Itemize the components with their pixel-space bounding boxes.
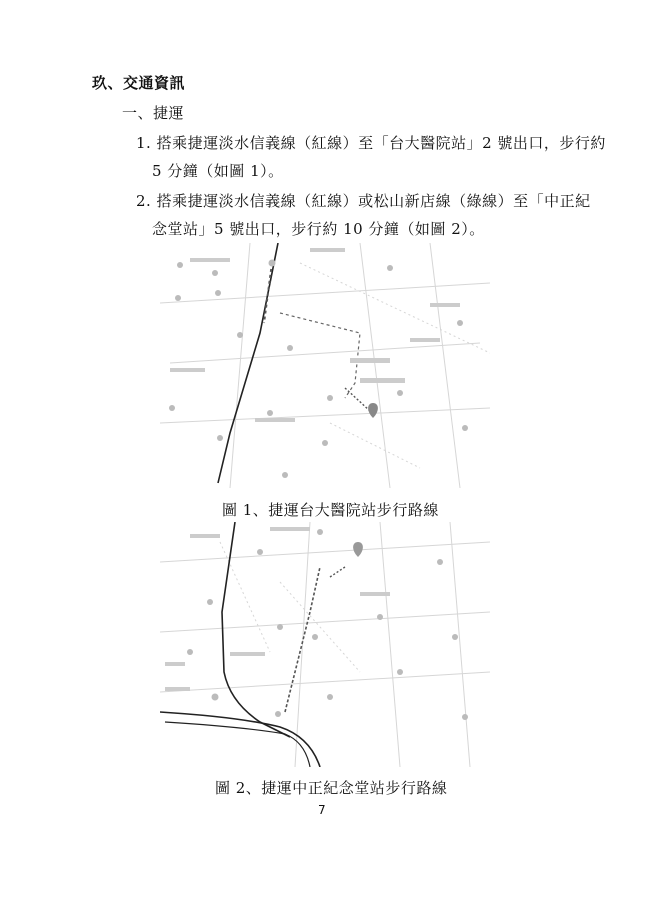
map-graphic-1 [160,243,490,488]
route-map-figure-1 [160,243,490,488]
map-graphic-2 [160,522,490,767]
subsection-heading: 一、捷運 [122,104,185,122]
list-item-1-line-1: 1. 搭乘捷運淡水信義線（紅線）至「台大醫院站」2 號出口，步行約 [136,134,606,152]
figure-2-caption: 圖 2、捷運中正紀念堂站步行路線 [215,779,448,797]
destination-pin-icon-2 [353,542,363,557]
figure-1-caption: 圖 1、捷運台大醫院站步行路線 [222,501,439,519]
route-map-figure-2 [160,522,490,767]
list-item-1-line-2: 5 分鐘（如圖 1）。 [152,162,284,180]
list-item-2-line-1: 2. 搭乘捷運淡水信義線（紅線）或松山新店線（綠線）至「中正紀 [136,192,591,210]
list-item-2-line-2: 念堂站」5 號出口，步行約 10 分鐘（如圖 2）。 [152,220,485,238]
page-number: 7 [318,803,326,817]
destination-pin-icon [368,403,378,418]
section-heading: 玖、交通資訊 [92,74,186,92]
